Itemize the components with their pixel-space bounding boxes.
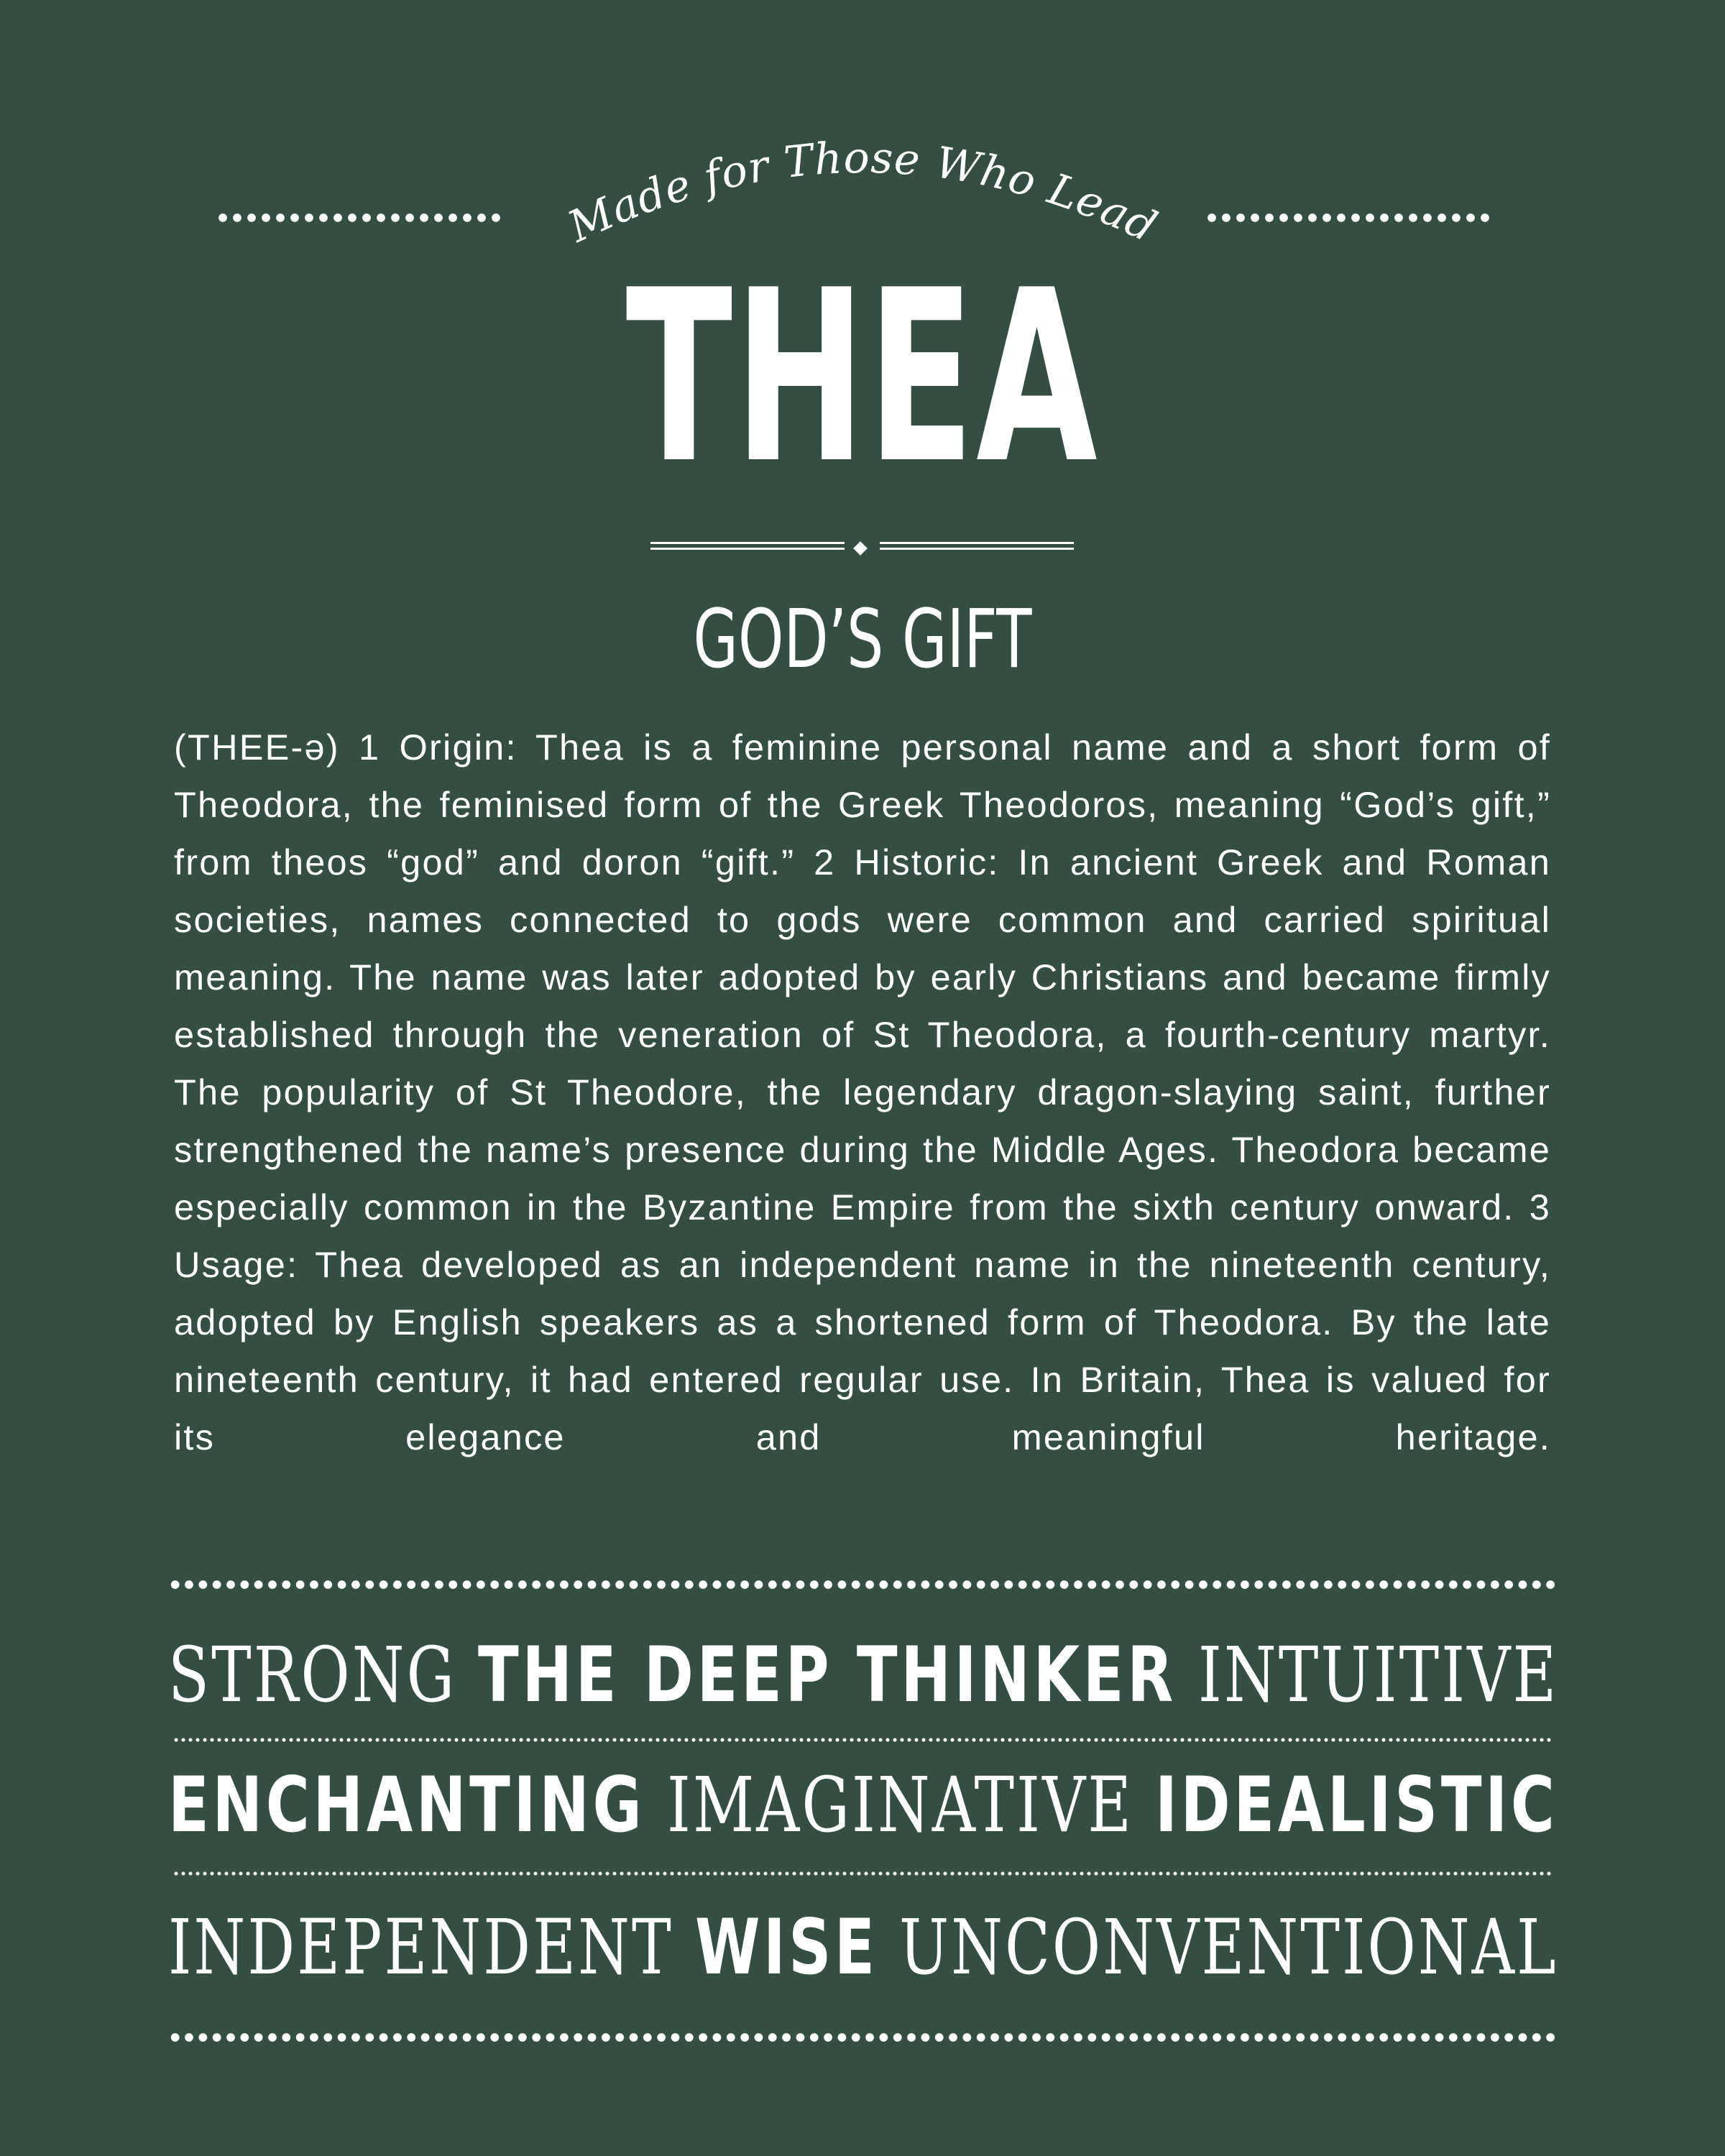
trait-word: UNCONVENTIONAL (899, 1903, 1558, 1991)
tagline-dots-left (216, 213, 503, 223)
traits-bottom-dots (168, 2032, 1558, 2042)
baby-name-title: THEA (625, 239, 1100, 515)
divider-left-rule (650, 540, 845, 552)
tagline-text: Made for Those Who Lead (561, 132, 1164, 253)
traits-top-dots (168, 1580, 1558, 1590)
svg-text:Made for Those Who Lead (561, 133, 1164, 253)
trait-row-3 (168, 1904, 1558, 1991)
trait-row-separator-1 (172, 1738, 1554, 1742)
trait-word: IDEALISTIC (1155, 1761, 1558, 1849)
trait-row-2 (168, 1762, 1558, 1848)
trait-row-separator-2 (172, 1871, 1554, 1876)
divider-right-rule (880, 540, 1074, 552)
trait-word: INDEPENDENT (168, 1903, 673, 1991)
tagline-dots-right (1205, 213, 1495, 223)
trait-word: IMAGINATIVE (666, 1761, 1133, 1849)
divider-diamond-icon (853, 541, 868, 556)
trait-word: INTUITIVE (1197, 1631, 1559, 1719)
name-description: (THEE-ə) 1 Origin: Thea is a feminine personal name and a short form of Theodora, the feminised form of the Greek Theodoros, meaning “God’s gift,” from theos “god” and doron “gift.” 2 Historic: In ancient Greek and Roman societies, names connected to gods were common and carried spiritual meaning. The name was later adopted by early Christians and became firmly established through the veneration of St Theodora, a fourth-century martyr. The popularity of St Theodore, the legendary dragon-slaying saint, further strengthened the name’s presence during the Middle Ages. Theodora became especially common in the Byzantine Empire from the sixth century onward. 3 Usage: Thea developed as an independent name in the nineteenth century, adopted by English speakers as a shortened form of Theodora. By the late nineteenth century, it had entered regular use. In Britain, Thea is valued for its elegance and meaningful heritage. (174, 727, 1551, 1457)
trait-word: THE DEEP THINKER (477, 1631, 1177, 1719)
trait-row-1 (168, 1632, 1558, 1718)
trait-word: ENCHANTING (168, 1761, 645, 1849)
name-meaning: GOD’S GIFT (693, 593, 1032, 686)
trait-word: WISE (694, 1903, 878, 1991)
trait-word: STRONG (168, 1631, 457, 1719)
